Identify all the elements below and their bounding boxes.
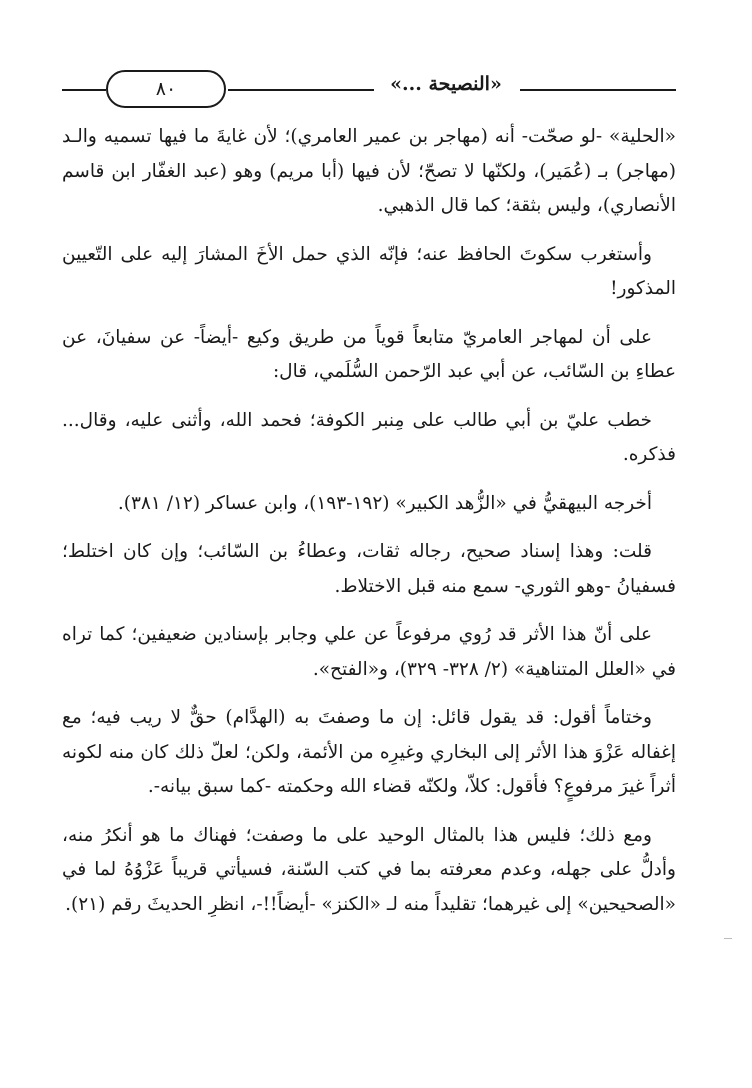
paragraph-5: أخرجه البيهقيُّ في «الزُّهد الكبير» (١٩٢-١٩٣)، وابن عساكر (١٢/ ٣٨١).: [117, 492, 652, 514]
page-header: [62, 64, 676, 114]
header-rule-middle: [228, 89, 374, 91]
paragraph-7: على أنّ هذا الأثر قد رُوي مرفوعاً عن علي وجابر بإسنادين ضعيفين؛ كما تراه في «العلل المتناهية» (٢/ ٣٢٨- ٣٢٩)، و«الفتح».: [62, 624, 676, 680]
paragraph-6: قلت: وهذا إسناد صحيح، رجاله ثقات، وعطاءُ بن السّائب؛ وإن كان اختلط؛ فسفيانُ -وهو الثوري- سمع منه قبل الاختلاط.: [62, 541, 676, 597]
paragraph-3: على أن لمهاجر العامريّ متابعاً قوياً من طريق وكيع -أيضاً- عن سفيانَ، عن عطاءِ بن السّائب، عن أبي عبد الرّحمن السُّلَمي، قال:: [62, 326, 676, 382]
paragraph-8: وختاماً أقول: قد يقول قائل: إن ما وصفتَ به (الهدَّام) حقٌّ لا ريب فيه؛ مع إغفاله عَزْوَ هذا الأثر إلى البخاري وغيرِه من الأئمة، ولكن؛ لعلّ ذلك كان منه لكونه أثراً غيرَ مرفوعٍ؟ فأقول: كلاّ، ولكنّه قضاء الله وحكمته -كما سبق بيانه-.: [62, 707, 676, 797]
paragraph-2: وأستغرب سكوتَ الحافظ عنه؛ فإنّه الذي حمل الأخَ المشارَ إليه على التّعيين المذكور!: [62, 243, 676, 299]
header-rule-right: [520, 89, 676, 91]
page-body: [62, 120, 676, 936]
paragraph-1: «الحلية» -لو صحّت- أنه (مهاجر بن عمير العامري)؛ لأن غايةَ ما فيها تسميه والـد (مهاجر) بـ (عُمَير)، ولكنّها لا تصحّ؛ لأن فيها (أبا مريم) وهو (عبد الغفّار ابن قاسم الأنصاري)، وليس بثقة؛ كما قال الذهبي.: [62, 126, 676, 216]
margin-mark: [724, 938, 732, 939]
header-rule-left: [62, 89, 106, 91]
page-number: ٨٠: [106, 70, 226, 108]
paragraph-9: ومع ذلك؛ فليس هذا بالمثال الوحيد على ما وصفت؛ فهناك ما هو أنكرُ منه، وأدلُّ على جهله، وعدم معرفته بما في كتب السّنة، فسيأتي قريباً عَزْوُهُ لما في «الصحيحين» إلى غيرهما؛ تقليداً منه لـ «الكنز» -أيضاً!!-، انظرِ الحديثَ رقم (٢١).: [62, 824, 676, 915]
quoted-narration: خطب عليّ بن أبي طالب على مِنبر الكوفة؛ فحمد الله، وأثنى عليه، وقال... فذكره.: [62, 409, 676, 465]
running-title: «النصيحة ...»: [390, 73, 502, 95]
